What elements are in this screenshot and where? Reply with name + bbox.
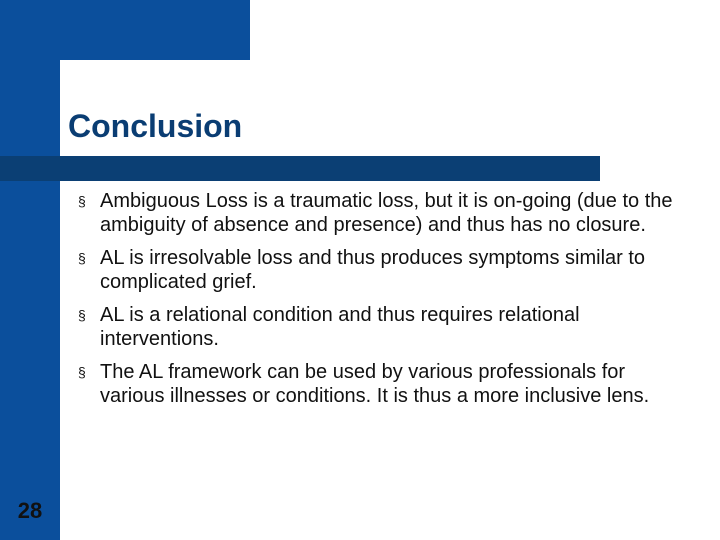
bullet-item <box>78 303 678 351</box>
bullet-item <box>78 360 678 408</box>
frame-corner-curve <box>60 60 96 96</box>
bullet-marker-icon: § <box>78 364 86 380</box>
top-accent-block <box>60 0 250 60</box>
title-divider-bar <box>0 156 600 181</box>
bullet-marker-icon: § <box>78 250 86 266</box>
bullet-text: AL is irresolvable loss and thus produces symptoms similar to complicated grief. <box>100 247 646 293</box>
left-accent-bar <box>0 0 60 540</box>
bullet-text: Ambiguous Loss is a traumatic loss, but it is on-going (due to the ambiguity of absence and presence) and thus has no closure. <box>100 190 673 236</box>
bullet-list <box>78 189 678 417</box>
page-number: 28 <box>17 498 43 523</box>
bullet-marker-icon: § <box>78 307 86 323</box>
bullet-item <box>78 189 678 237</box>
bullet-marker-icon: § <box>78 193 86 209</box>
bullet-text: The AL framework can be used by various professionals for various illnesses or conditions. It is thus a more inclusive lens. <box>100 361 650 407</box>
bullet-text: AL is a relational condition and thus requires relational interventions. <box>100 304 580 350</box>
slide-title: Conclusion <box>68 108 243 144</box>
bullet-item <box>78 246 678 294</box>
